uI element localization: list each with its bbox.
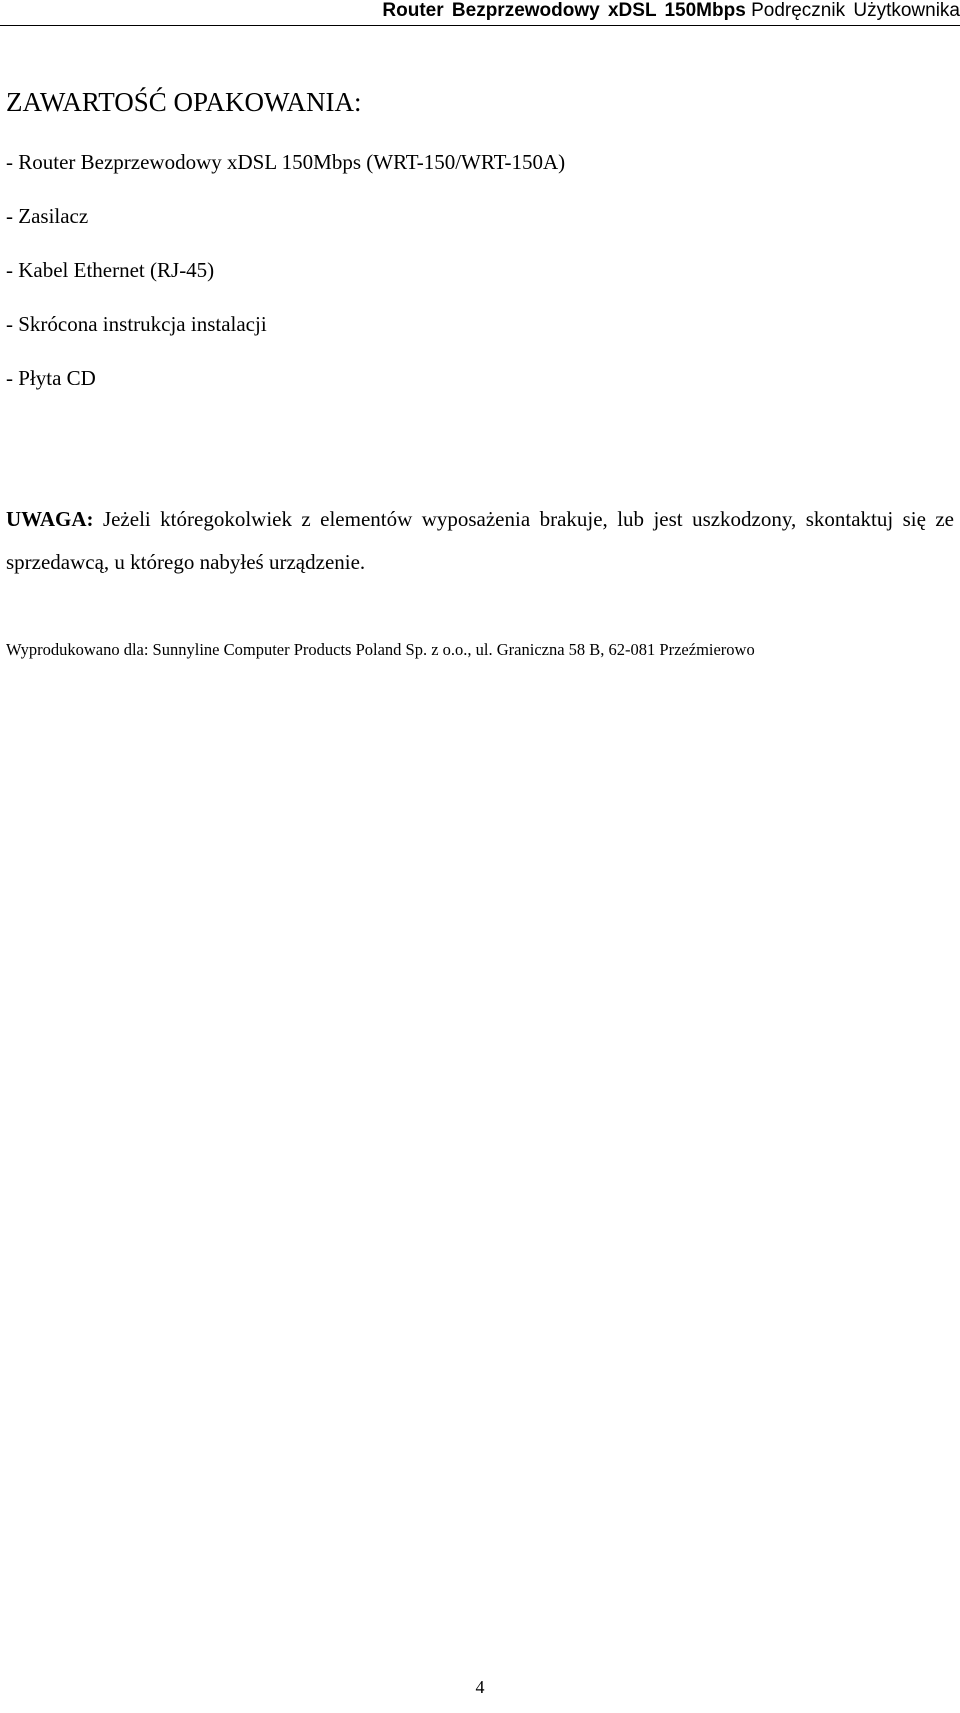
warning-text: Jeżeli któregokolwiek z elementów wyposażenia brakuje, lub jest uszkodzony, skontaktuj się ze sprzedawcą, u którego nabyłeś urządzenie. xyxy=(6,507,955,574)
list-item: - Kabel Ethernet (RJ-45) xyxy=(6,258,215,282)
list-item: - Router Bezprzewodowy xDSL 150Mbps (WRT-150/WRT-150A) xyxy=(6,150,566,174)
warning-label: UWAGA: xyxy=(6,507,94,531)
page-number: 4 xyxy=(475,1677,485,1697)
section-title: ZAWARTOŚĆ OPAKOWANIA: xyxy=(6,87,362,117)
list-item: - Skrócona instrukcja instalacji xyxy=(6,312,267,336)
list-item: - Zasilacz xyxy=(6,204,89,228)
header-manual-title: Podręcznik Użytkownika xyxy=(751,0,960,21)
page-header xyxy=(0,0,960,26)
warning-paragraph xyxy=(6,498,954,584)
header-product-name: Router Bezprzewodowy xDSL 150Mbps xyxy=(382,0,746,21)
list-item: - Płyta CD xyxy=(6,366,96,390)
manufacturer-info: Wyprodukowano dla: Sunnyline Computer Products Poland Sp. z o.o., ul. Graniczna 58 B, 62-081 Przeźmierowo xyxy=(6,640,755,659)
package-contents-list xyxy=(6,150,565,420)
